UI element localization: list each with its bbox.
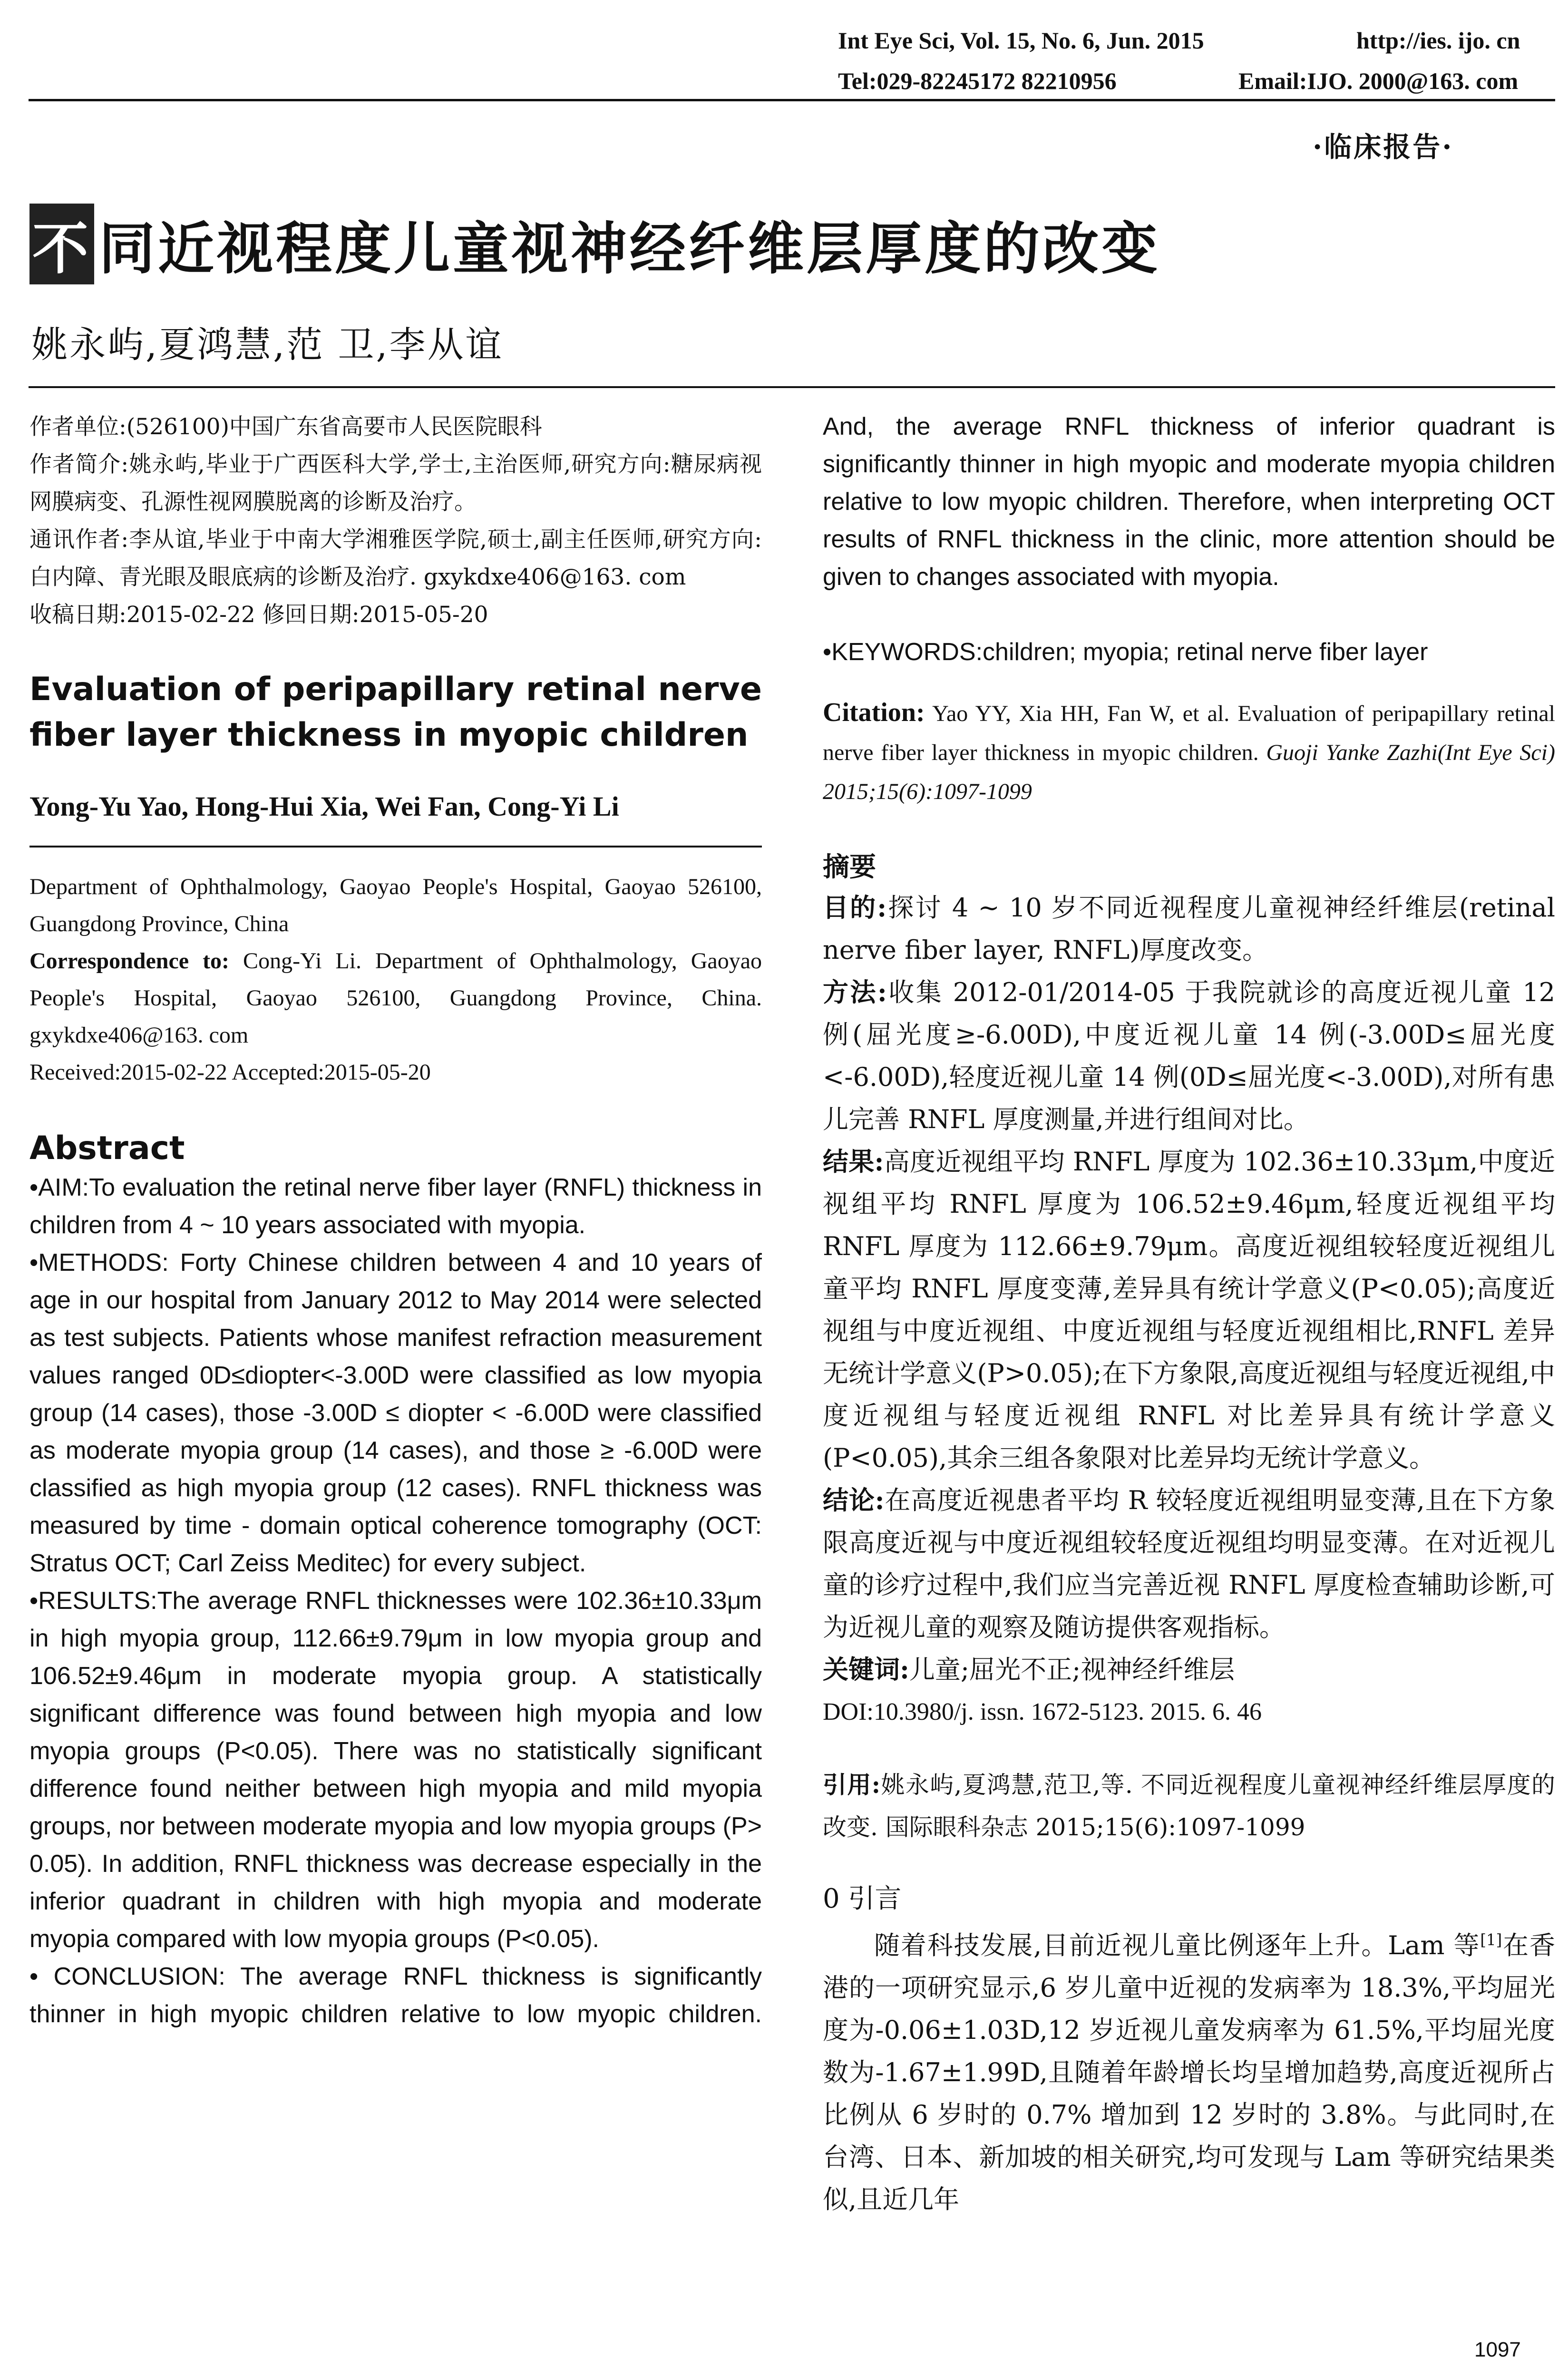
abstract-keywords: •KEYWORDS:children; myopia; retinal nerve fiber layer [823, 638, 1428, 666]
intro-text-b: 在香港的一项研究显示,6 岁儿童中近视的发病率为 18.3%,平均屈光度为-0.06±1.03D,12 岁近视儿童发病率为 61.5%,平均屈光度数为-1.67±1.99D,且随着年龄增长均呈增加趋势,高度近视所占比例从 6 岁时的 0.7% 增加到 12 岁时的 3.8%。与此同时,在台湾、日本、新加坡的相关研究,均可发现与 Lam 等研究结果类似,且近几年 [823, 1930, 1556, 2214]
citation-en-journal: Guoji Yanke Zazhi(Int Eye Sci) 2015;15(6):1097-1099 [823, 740, 1555, 804]
citation-cn-text: 姚永屿,夏鸿慧,范卫,等. 不同近视程度儿童视神经纤维层厚度的改变. 国际眼科杂志 2015;15(6):1097-1099 [823, 1771, 1555, 1841]
cn-meta-block [29, 408, 762, 633]
conclusion-text: 在高度近视患者平均 R 较轻度近视组明显变薄,且在下方象限高度近视与中度近视组较轻度近视组均明显变薄。在对近视儿童的诊疗过程中,我们应当完善近视 RNFL 厚度检查辅助诊断,可为近视儿童的观察及随访提供客观指标。 [823, 1485, 1556, 1642]
abstract-cn-aim [823, 887, 1555, 971]
correspondence-text: Cong-Yi Li. Department of Ophthalmology, Gaoyao People's Hospital, Gaoyao 526100, Guangdong Province, China. gxykdxe406@163. com [29, 948, 762, 1048]
section-label: ·临床报告· [1313, 131, 1454, 163]
abstract-heading: Abstract [29, 1130, 185, 1167]
intro-text-a: 随着科技发展,目前近视儿童比例逐年上升。Lam 等 [874, 1930, 1480, 1960]
citation-cn [823, 1763, 1555, 1849]
title-rule [29, 386, 1555, 388]
abstract-conclusion-cont [823, 408, 1555, 633]
left-column [29, 408, 762, 2033]
methods-text: 收集 2012-01/2014-05 于我院就诊的高度近视儿童 12 例(屈光度≥-6.00D),中度近视儿童 14 例(-3.00D≤屈光度<-6.00D),轻度近视儿童 14 例(0D≤屈光度<-3.00D),对所有患儿完善 RNFL 厚度测量,并进行组间对比。 [823, 977, 1555, 1134]
abstract-aim: •AIM:To evaluation the retinal nerve fiber layer (RNFL) thickness in children from 4 ~ 10 years associated with myopia. [29, 1174, 762, 1239]
results-label: 结果: [823, 1146, 884, 1177]
reference-marker: [1] [1480, 1931, 1502, 1949]
title-drop-character: 不 [29, 204, 94, 284]
header-journal-info: Int Eye Sci, Vol. 15, No. 6, Jun. 2015 [838, 27, 1204, 54]
citation-en-text: Yao YY, Xia HH, Fan W, et al. Evaluation of peripapillary retinal nerve fiber layer thickness in myopic children. [823, 701, 1556, 765]
header-telephone: Tel:029-82245172 82210956 [838, 68, 1117, 94]
aim-text: 探讨 4 ~ 10 岁不同近视程度儿童视神经纤维层(retinal nerve fiber layer, RNFL)厚度改变。 [823, 893, 1555, 965]
right-column [823, 408, 1555, 2221]
abstract-conclusion-start: • CONCLUSION: The average RNFL thickness is significantly thinner in high myopic children relative to low myopic children. [29, 1963, 762, 2028]
abstract-cn-heading: 摘要 [823, 851, 876, 883]
aim-label: 目的: [823, 892, 887, 923]
article-title-en: Evaluation of peripapillary retinal nerve fiber layer thickness in myopic children [29, 671, 762, 754]
keywords-label: 关键词: [823, 1654, 909, 1685]
abstract-cn-methods [823, 971, 1555, 1140]
citation-cn-label: 引用: [823, 1771, 881, 1799]
author-bio: 作者简介:姚永屿,毕业于广西医科大学,学士,主治医师,研究方向:糖尿病视网膜病变、孔源性视网膜脱离的诊断及治疗。 [29, 451, 762, 515]
intro-heading: 0 引言 [823, 1883, 902, 1914]
conclusion-label: 结论: [823, 1485, 885, 1515]
header-email: Email:IJO. 2000@163. com [1238, 68, 1519, 94]
citation-en-label: Citation: [823, 698, 925, 727]
article-title-cn [29, 204, 1160, 284]
authors-rule [29, 846, 762, 848]
abstract-cn-results [823, 1140, 1555, 1479]
received-accepted-dates: Received:2015-02-22 Accepted:2015-05-20 [29, 1060, 431, 1085]
abstract-results: •RESULTS:The average RNFL thicknesses were 102.36±10.33μm in high myopia group, 112.66±9.79μm in low myopia group and 106.52±9.46μm in moderate myopia group. A statistically significant difference was found between high myopia and low myopia groups (P<0.05). There was no statistically significant difference found neither between high myopia and mild myopia groups, nor between moderate myopia and low myopia groups (P> 0.05). In addition, RNFL thickness was decrease especially in the inferior quadrant in children with high myopia and moderate myopia compared with low myopia groups (P<0.05). [29, 1587, 762, 1953]
title-text: 同近视程度儿童视神经纤维层厚度的改变 [99, 216, 1161, 282]
corresponding-author: 通讯作者:李从谊,毕业于中南大学湘雅医学院,硕士,副主任医师,研究方向:白内障、青光眼及眼底病的诊断及治疗. gxykdxe406@163. com [29, 526, 762, 590]
doi: DOI:10.3980/j. issn. 1672-5123. 2015. 6. 46 [823, 1698, 1262, 1725]
abstract-cn-keywords [823, 1648, 1555, 1691]
page-number: 1097 [1474, 2338, 1521, 2361]
authors-en: Yong-Yu Yao, Hong-Hui Xia, Wei Fan, Cong-Yi Li [29, 791, 619, 822]
correspondence-label: Correspondence to: [29, 948, 230, 974]
methods-label: 方法: [823, 977, 887, 1007]
intro-paragraph [823, 1919, 1555, 2221]
abstract-methods: •METHODS: Forty Chinese children between 4 and 10 years of age in our hospital from January 2012 to May 2014 were selected as test subjects. Patients whose manifest refraction measurement values ranged 0D≤diopter<-3.00D were classified as low myopia group (14 cases), those -3.00D ≤ diopter < -6.00D were classified as moderate myopia group (14 cases), and those ≥ -6.00D were classified as high myopia group (12 cases). RNFL thickness was measured by time - domain optical coherence tomography (OCT: Stratus OCT; Carl Zeiss Meditec) for every subject. [29, 1249, 762, 1577]
keywords-text: 儿童;屈光不正;视神经纤维层 [909, 1655, 1235, 1685]
abstract-conclusion-cont-text: And, the average RNFL thickness of inferior quadrant is significantly thinner in high myopic and moderate myopia children relative to low myopic children. Therefore, when interpreting OCT results of RNFL thickness in the clinic, more attention should be given to changes associated with myopia. [823, 413, 1555, 591]
header-url: http://ies. ijo. cn [1356, 27, 1520, 54]
author-unit: 作者单位:(526100)中国广东省高要市人民医院眼科 [29, 414, 542, 440]
citation-en [823, 693, 1555, 811]
correspondence [29, 943, 762, 1054]
abstract-cn-conclusion [823, 1479, 1555, 1648]
affiliation-dept: Department of Ophthalmology, Gaoyao People's Hospital, Gaoyao 526100, Guangdong Province, China [29, 874, 762, 936]
authors-cn: 姚永屿,夏鸿慧,范 卫,李从谊 [31, 323, 504, 366]
affiliation-block [29, 868, 762, 1091]
header-rule [29, 99, 1555, 101]
results-text: 高度近视组平均 RNFL 厚度为 102.36±10.33μm,中度近视组平均 RNFL 厚度为 106.52±9.46μm,轻度近视组平均 RNFL 厚度为 112.66±9.79μm。高度近视组较轻度近视组儿童平均 RNFL 厚度变薄,差异具有统计学意义(P<0.05);高度近视组与中度近视组、中度近视组与轻度近视组相比,RNFL 差异无统计学意义(P>0.05);在下方象限,高度近视组与轻度近视组,中度近视组与轻度近视组 RNFL 对比差异具有统计学意义(P<0.05),其余三组各象限对比差异均无统计学意义。 [823, 1147, 1555, 1473]
received-dates-cn: 收稿日期:2015-02-22 修回日期:2015-05-20 [29, 602, 488, 628]
